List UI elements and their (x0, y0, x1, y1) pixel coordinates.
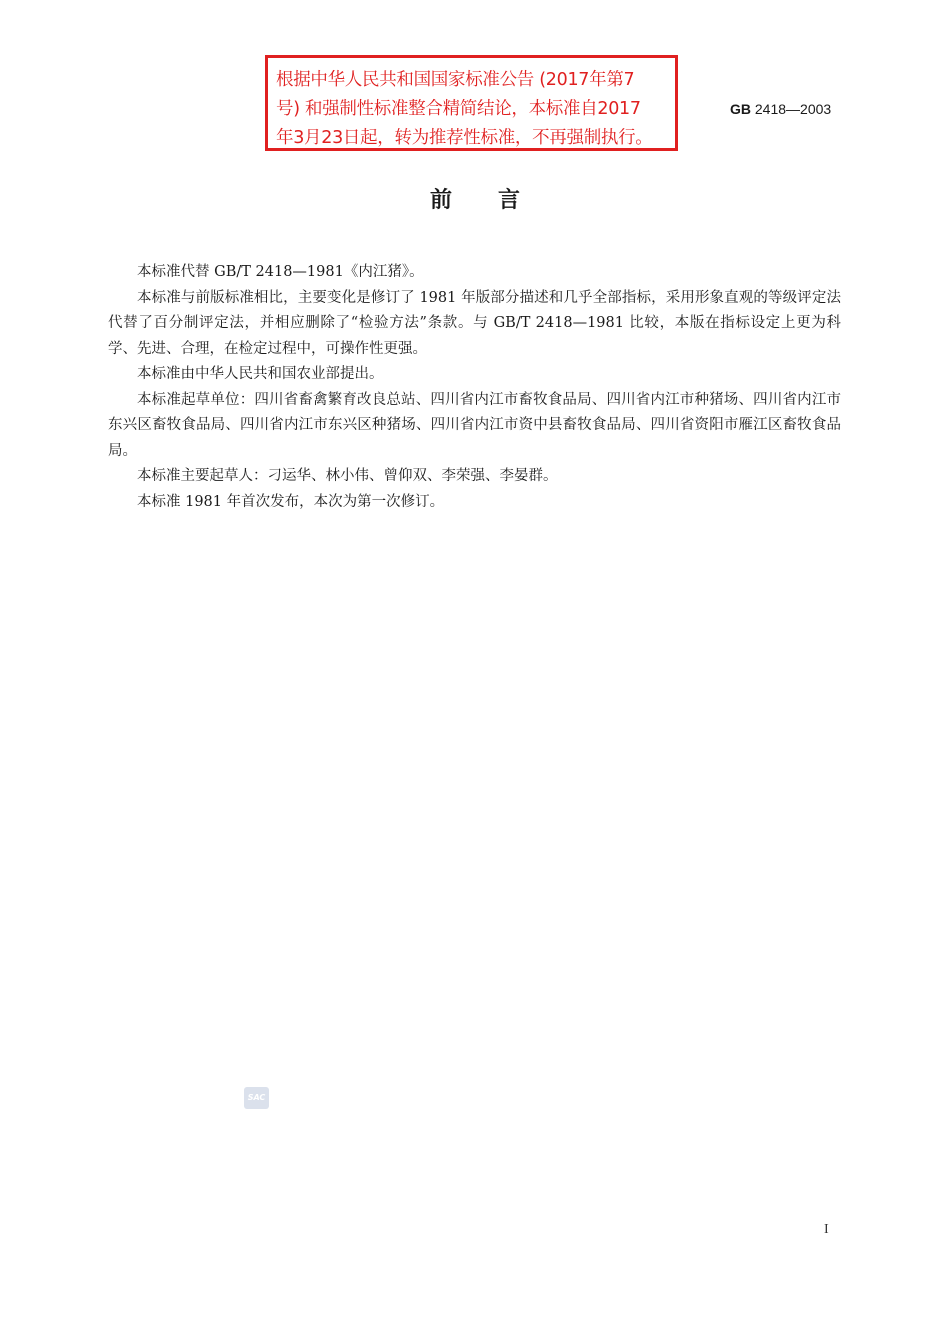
foreword-body (108, 260, 841, 515)
paragraph-proposer: 本标准由中华人民共和国农业部提出。 (137, 366, 384, 382)
standard-code-prefix: GB (730, 101, 751, 117)
paragraph-drafting-units: 本标准起草单位：四川省畜禽繁育改良总站、四川省内江市畜牧食品局、四川省内江市种猪场、四川省内江市东兴区畜牧食品局、四川省内江市东兴区种猪场、四川省内江市资中县畜牧食品局、四川省资阳市雁江区畜牧食品局。 (108, 391, 841, 459)
standard-status-notice (265, 55, 678, 151)
paragraph-replaces: 本标准代替 GB/T 2418—1981《内江猪》。 (137, 264, 424, 280)
notice-line-1: 根据中华人民共和国国家标准公告 (2017年第7 (276, 70, 635, 90)
page-title: 前言 (429, 188, 566, 213)
sac-watermark-logo: SAC (244, 1087, 269, 1109)
paragraph-changes: 本标准与前版标准相比，主要变化是修订了 1981 年版部分描述和几乎全部指标，采用形象直观的等级评定法代替了百分制评定法，并相应删除了“检验方法”条款。与 GB/T 2418—1981 比较，本版在指标设定上更为科学、先进、合理，在检定过程中，可操作性更强。 (108, 289, 841, 357)
notice-line-3: 年3月23日起，转为推荐性标准，不再强制执行。 (276, 128, 653, 148)
paragraph-history: 本标准 1981 年首次发布，本次为第一次修订。 (137, 493, 445, 510)
paragraph-drafters: 本标准主要起草人：刁运华、林小伟、曾仰双、李荣强、李晏群。 (137, 468, 558, 484)
standard-code-number: 2418—2003 (754, 101, 832, 117)
standard-code (730, 101, 831, 117)
notice-line-2: 号) 和强制性标准整合精简结论，本标准自2017 (276, 99, 641, 119)
page-number: I (824, 1222, 829, 1237)
